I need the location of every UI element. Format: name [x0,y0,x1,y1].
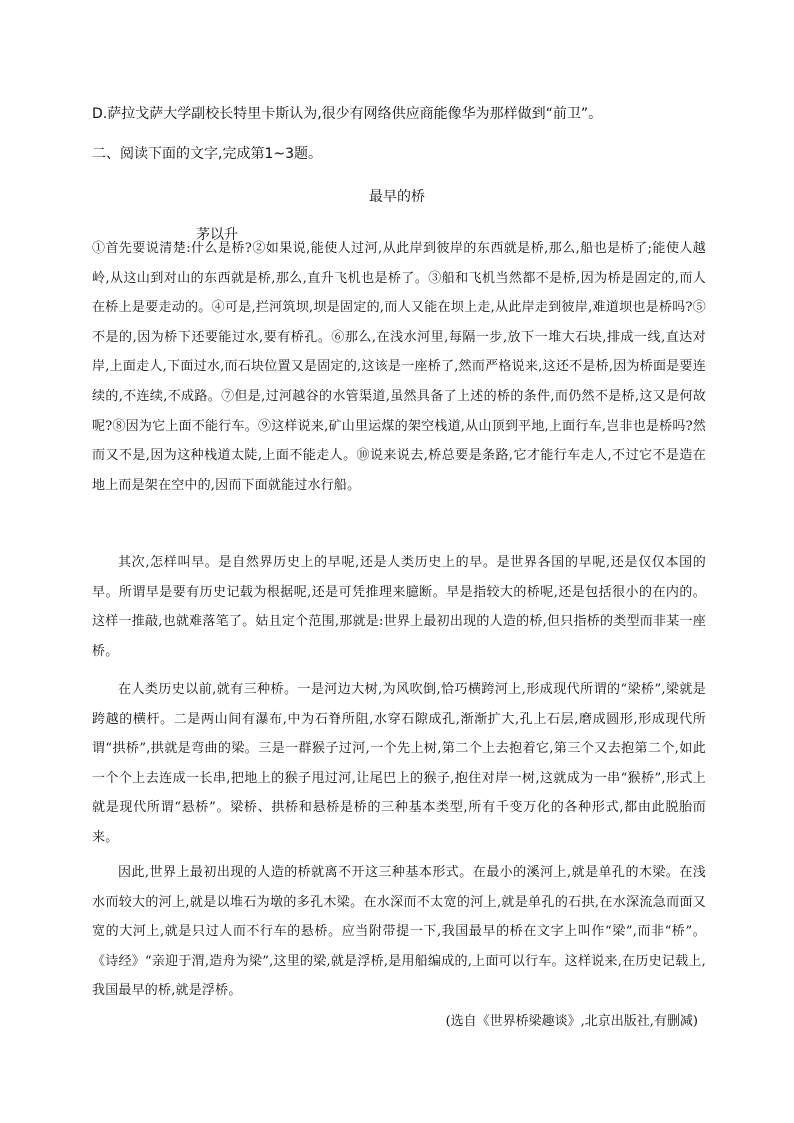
answer-option-d: D.萨拉戈萨大学副校长特里卡斯认为,很少有网络供应商能像华为那样做到“前卫”。 [92,106,603,122]
article-source: (选自《世界桥梁趣谈》,北京出版社,有删减) [445,1014,698,1029]
paragraph-1: ①首先要说清楚:什么是桥?②如果说,能使人过河,从此岸到彼岸的东西就是桥,那么,船也是桥了;能使人越岭,从这山到对山的东西就是桥,那么,直升飞机也是桥了。③船和飞机当然都不是桥,因为桥是固定的,而人在桥上是要走动的。④可是,拦河筑坝,坝是固定的,而人又能在坝上走,从此岸走到彼岸,难道坝也是桥吗?⑤不是的,因为桥下还要能过水,要有桥孔。⑥那么,在浅水河里,每隔一步,放下一堆大石块,排成一线,直达对岸,上面走人,下面过水,而石块位置又是固定的,这该是一座桥了,然而严格说来,这还不是桥,因为桥面是要连续的,不连续,不成路。⑦但是,过河越谷的水管渠道,虽然具备了上述的桥的条件,而仍然不是桥,这又是何故呢?⑧因为它上面不能行车。⑨这样说来,矿山里运煤的架空栈道,从山顶到平地,上面行车,岂非也是桥吗?然而又不是,因为这种栈道太陡,上面不能走人。⑩说来说去,桥总要是条路,它才能行车走人,不过它不是造在地上而是架在空中的,因而下面就能过水行船。 [92,241,706,493]
paragraph-2: 其次,怎样叫早。是自然界历史上的早呢,还是人类历史上的早。是世界各国的早呢,还是仅仅本国的早。所谓早是要有历史记载为根据呢,还是可凭推理来臆断。早是指较大的桥呢,还是包括很小的在内的。这样一推敲,也就难落笔了。姑且定个范围,那就是:世界上最初出现的人造的桥,但只指桥的类型而非某一座桥。 [92,555,706,659]
section-heading: 二、阅读下面的文字,完成第1~3题。 [92,146,322,162]
article-author: 茅以升 [196,227,238,243]
article-title: 最早的桥 [369,189,425,205]
paragraph-3: 在人类历史以前,就有三种桥。一是河边大树,为风吹倒,恰巧横跨河上,形成现代所谓的“梁桥”,梁就是跨越的横杆。二是两山间有瀑布,中为石脊所阻,水穿石隙成孔,渐渐扩大,孔上石层,磨成圆形,形成现代所谓“拱桥”,拱就是弯曲的梁。三是一群猴子过河,一个先上树,第二个上去抱着它,第三个又去抱第二个,如此一个个上去连成一长串,把地上的猴子甩过河,让尾巴上的猴子,抱住对岸一树,这就成为一串“猴桥”,形式上就是现代所谓“悬桥”。梁桥、拱桥和悬桥是桥的三种基本类型,所有千变万化的各种形式,都由此脱胎而来。 [92,682,706,845]
paragraph-4: 因此,世界上最初出现的人造的桥就离不开这三种基本形式。在最小的溪河上,就是单孔的木梁。在浅水而较大的河上,就是以堆石为墩的多孔木梁。在水深而不太宽的河上,就是单孔的石拱,在水深流急而面又宽的大河上,就是只过人而不行车的悬桥。应当附带提一下,我国最早的桥在文字上叫作“梁”,而非“桥”。《诗经》“亲迎于渭,造舟为梁”,这里的梁,就是浮桥,是用船编成的,上面可以行车。这样说来,在历史记载上,我国最早的桥,就是浮桥。 [92,865,706,999]
